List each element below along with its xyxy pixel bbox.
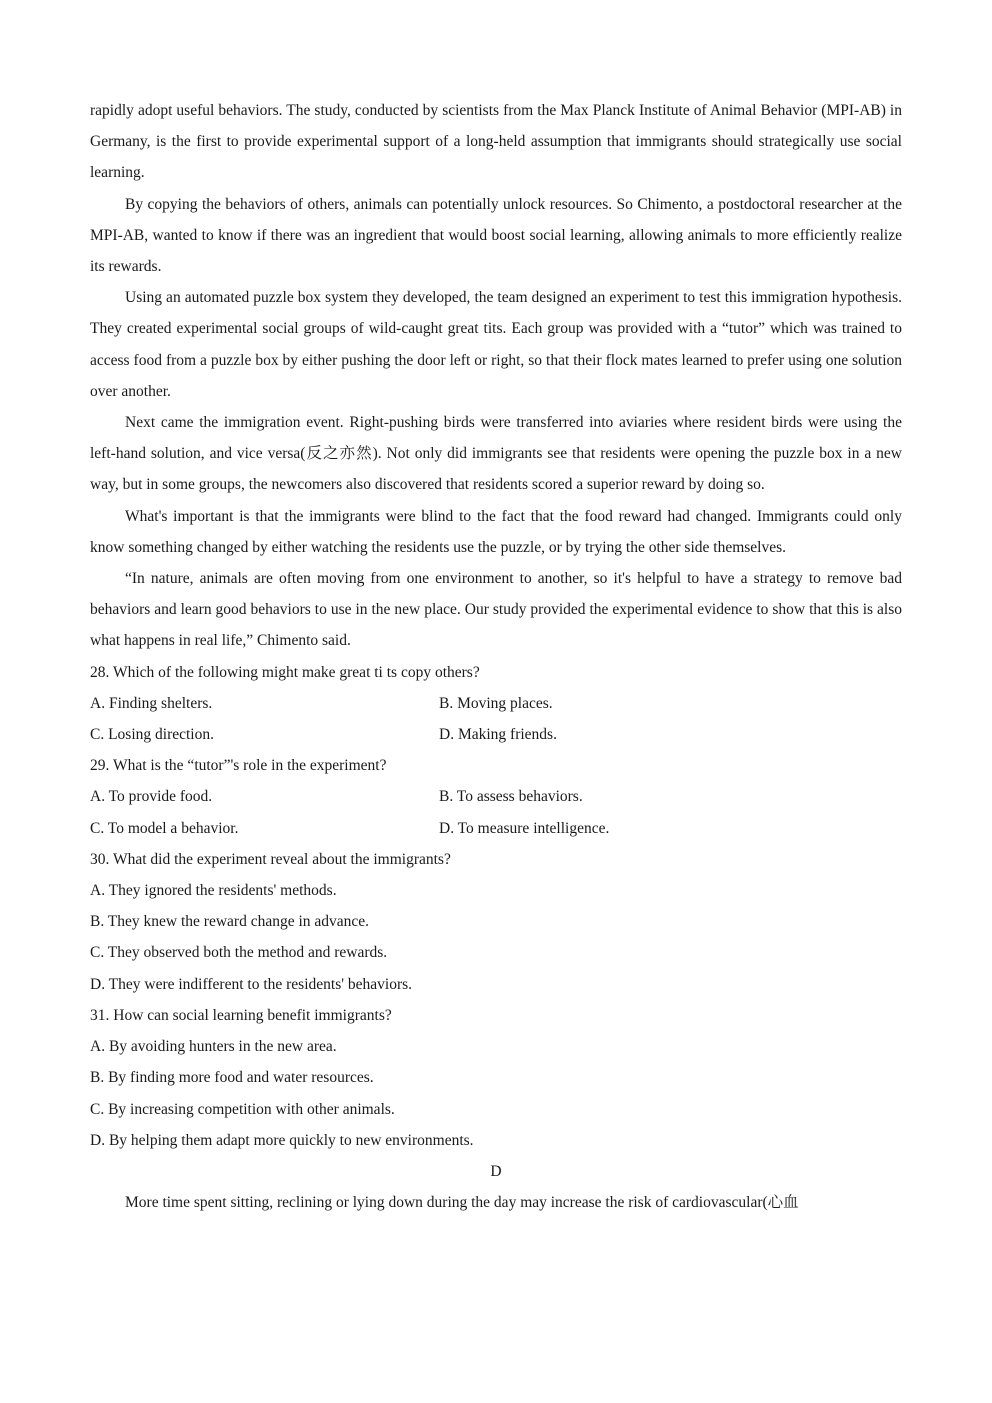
question-28-option-b: B. Moving places. xyxy=(439,694,553,712)
question-28-options-row-1 xyxy=(90,688,902,719)
question-29-option-a: A. To provide food. xyxy=(90,788,213,806)
question-30-option-c: C. They observed both the method and rewards. xyxy=(90,944,388,962)
section-d-first-line: More time spent sitting, reclining or lying down during the day may increase the risk of cardiovascular(心血 xyxy=(125,1194,799,1212)
passage-paragraph-4: Next came the immigration event. Right-pushing birds were transferred into aviaries where resident birds were using the left-hand solution, and vice versa(反之亦然). Not only did immigrants see that residents were opening the puzzle box in a new way, but in some groups, the newcomers also discovered that residents scored a superior reward by doing so. xyxy=(90,414,902,494)
question-30-option-b: B. They knew the reward change in advance. xyxy=(90,913,370,931)
question-30-stem: 30. What did the experiment reveal about the immigrants? xyxy=(90,850,451,868)
question-30-option-a: A. They ignored the residents' methods. xyxy=(90,882,337,900)
question-30-option-d: D. They were indifferent to the residents' behaviors. xyxy=(90,975,413,993)
question-28-options-row-2 xyxy=(90,719,902,750)
question-29-stem: 29. What is the “tutor”'s role in the experiment? xyxy=(90,757,387,775)
question-31-option-c: C. By increasing competition with other animals. xyxy=(90,1100,395,1118)
passage-paragraph-6: “In nature, animals are often moving from one environment to another, so it's helpful to have a strategy to remove bad behaviors and learn good behaviors to use in the new place. Our study provided the experimental evidence to show that this is also what happens in real life,” Chimento said. xyxy=(90,570,902,650)
question-29-options-row-1 xyxy=(90,781,902,812)
question-29-options-row-2 xyxy=(90,813,902,844)
section-d-heading: D xyxy=(490,1162,502,1180)
question-29-option-d: D. To measure intelligence. xyxy=(439,819,610,837)
question-28-stem: 28. Which of the following might make great ti ts copy others? xyxy=(90,663,480,681)
passage-paragraph-2: By copying the behaviors of others, animals can potentially unlock resources. So Chimento, a postdoctoral researcher at the MPI-AB, wanted to know if there was an ingredient that would boost social learning, allowing animals to more efficiently realize its rewards. xyxy=(90,195,902,276)
question-29-option-c: C. To model a behavior. xyxy=(90,819,239,837)
question-31-option-b: B. By finding more food and water resources. xyxy=(90,1069,374,1087)
question-29-option-b: B. To assess behaviors. xyxy=(439,788,583,806)
question-31-option-d: D. By helping them adapt more quickly to new environments. xyxy=(90,1131,474,1149)
question-28-option-c: C. Losing direction. xyxy=(90,726,214,744)
question-28-option-d: D. Making friends. xyxy=(439,726,557,744)
question-31-stem: 31. How can social learning benefit immigrants? xyxy=(90,1006,392,1024)
document-page xyxy=(90,95,902,1218)
question-31-option-a: A. By avoiding hunters in the new area. xyxy=(90,1038,337,1056)
passage-paragraph-5: What's important is that the immigrants were blind to the fact that the food reward had changed. Immigrants could only know something changed by either watching the residents use the puzzle, or by trying the other side themselves. xyxy=(90,507,902,556)
passage-paragraph-3: Using an automated puzzle box system they developed, the team designed an experiment to test this immigration hypothesis. They created experimental social groups of wild-caught great tits. Each group was provided with a “tutor” which was trained to access food from a puzzle box by either pushing the door left or right, so that their flock mates learned to prefer using one solution over another. xyxy=(90,289,902,400)
passage-paragraph-1: rapidly adopt useful behaviors. The study, conducted by scientists from the Max Planck Institute of Animal Behavior (MPI-AB) in Germany, is the first to provide experimental support of a long-held assumption that immigrants should strategically use social learning. xyxy=(90,102,902,182)
question-28-option-a: A. Finding shelters. xyxy=(90,694,213,712)
